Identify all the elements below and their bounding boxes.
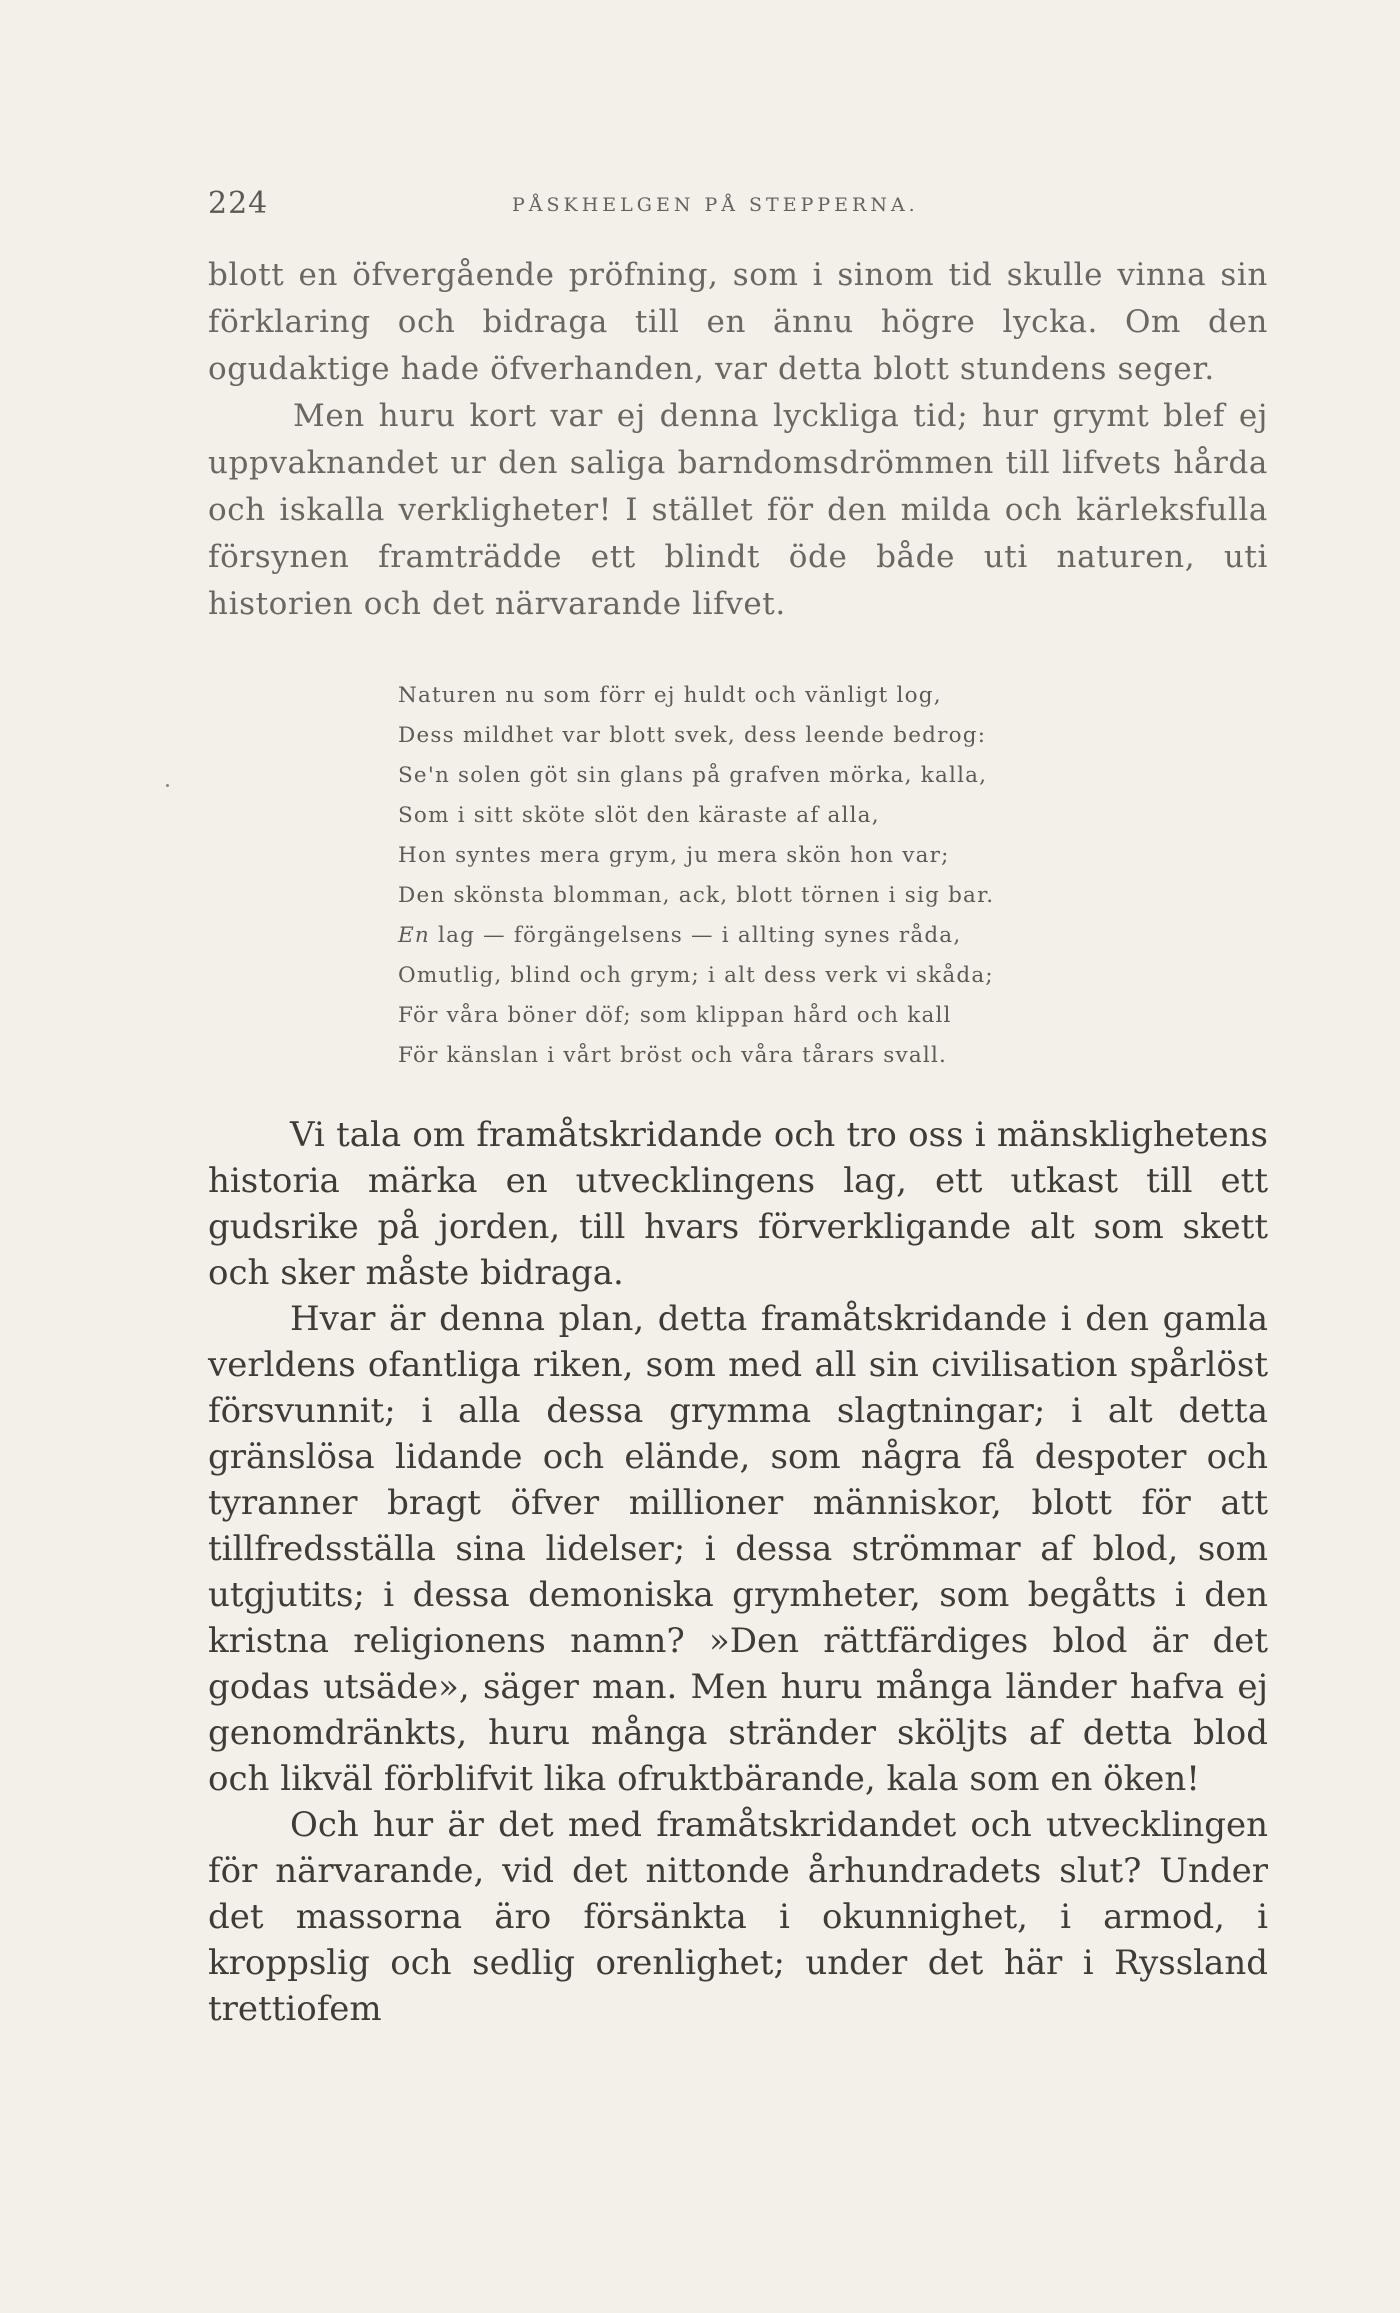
prose-bottom [208,1112,1268,2032]
poem-line-rest: lag — förgängelsens — i allting synes råda, [429,923,962,948]
paragraph: Vi tala om framåtskridande och tro oss i mänsklighetens historia märka en utvecklingens lag, ett utkast till ett gudsrike på jorden, till hvars förverkligande alt som skett och sker måste bidraga. [208,1115,1268,1293]
poem-line: Som i sitt sköte slöt den käraste af alla, [398,803,880,828]
paragraph: Men huru kort var ej denna lyckliga tid; hur grymt blef ej uppvaknandet ur den saliga barndomsdrömmen till lifvets hårda och iskalla verkligheter! I stället för den milda och kärleksfulla försynen framträdde ett blindt öde både uti naturen, uti historien och det närvarande lifvet. [208,398,1268,622]
prose-top [208,252,1268,628]
poem-line: Dess mildhet var blott svek, dess leende bedrog: [398,723,987,748]
print-speck [166,784,169,787]
paragraph: Hvar är denna plan, detta framåtskridande i den gamla verldens ofantliga riken, som med all sin civilisation spårlöst försvunnit; i alla dessa grymma slagtningar; i alt detta gränslösa lidande och elände, som några få despoter och tyranner bragt öfver millioner människor, blott för att tillfredsställa sina lidelser; i dessa strömmar af blod, som utgjutits; i dessa demoniska grymheter, som begåtts i den kristna religionens namn? »Den rättfärdiges blod är det godas utsäde», säger man. Men huru många länder hafva ej genomdränkts, huru många stränder sköljts af detta blod och likväl förblifvit lika ofruktbärande, kala som en öken! [208,1299,1268,1799]
poem-line: Omutlig, blind och grym; i alt dess verk vi skåda; [398,963,994,988]
emphasized-word: En [398,923,430,948]
poem-line: Se'n solen göt sin glans på grafven mörka, kalla, [398,763,988,788]
paragraph: Och hur är det med framåtskridandet och utvecklingen för närvarande, vid det nittonde århundradets slut? Under det massorna äro försänkta i okunnighet, i armod, i kroppslig och sedlig orenlighet; under det här i Ryssland trettiofem [208,1805,1268,2029]
running-title: PÅSKHELGEN PÅ STEPPERNA. [512,194,919,216]
poem-line: För våra böner döf; som klippan hård och kall [398,1003,952,1028]
page-header [208,186,1268,226]
poem-line: Naturen nu som förr ej huldt och vänligt log, [398,683,942,708]
poem-line: För känslan i vårt bröst och våra tårars svall. [398,1043,948,1068]
page-number: 224 [208,186,269,221]
poem-stanza [398,676,1158,1076]
paragraph-continued: blott en öfvergående pröfning, som i sinom tid skulle vinna sin förklaring och bidraga till en ännu högre lycka. Om den ogudaktige hade öfverhanden, var detta blott stundens seger. [208,257,1268,387]
poem-line: Den skönsta blomman, ack, blott törnen i sig bar. [398,883,995,908]
poem-line: Hon syntes mera grym, ju mera skön hon var; [398,843,950,868]
poem-line [398,916,1158,956]
